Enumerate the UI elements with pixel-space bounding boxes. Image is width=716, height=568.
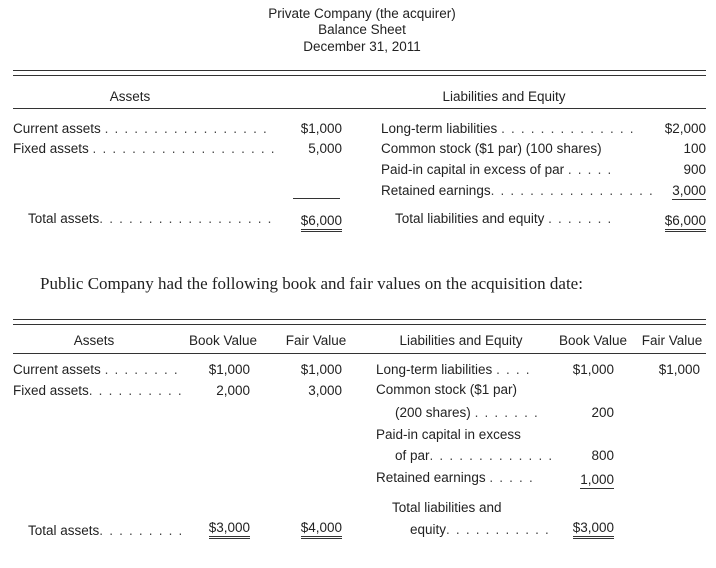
- bs2-liab-label: Total liabilities and: [392, 500, 502, 515]
- intro-sentence: Public Company had the following book and fair values on the acquisition date:: [40, 274, 583, 293]
- table2-header-rule: [13, 353, 706, 354]
- bs2-liab-book: 800: [591, 448, 614, 463]
- bs2-liab-book: 200: [591, 405, 614, 420]
- bs2-fair-header: Fair Value: [285, 333, 347, 348]
- bs1-asset-value: 5,000: [308, 141, 342, 156]
- bs2-asset-book: $1,000: [208, 362, 250, 377]
- bs2-total-assets-fair: $4,000: [272, 520, 342, 535]
- bs2-liab-header: Liabilities and Equity: [399, 333, 523, 348]
- bs2-liab-label: of par. . . . . . . . . . . . .: [395, 448, 554, 463]
- bs1-liab-value: $2,000: [664, 121, 706, 136]
- bs2-fair2-header: Fair Value: [641, 333, 703, 348]
- bs1-total-assets-label: Total assets. . . . . . . . . . . . . . . . . .: [28, 211, 273, 226]
- bs2-liab-book: 1,000: [580, 472, 614, 487]
- bs2-asset-fair: $1,000: [300, 362, 342, 377]
- bs1-liab-value: 100: [683, 141, 706, 156]
- statement-title: Balance Sheet: [318, 22, 406, 37]
- statement-date: December 31, 2011: [303, 39, 421, 54]
- table1-top-rule-2: [13, 75, 706, 76]
- bs1-asset-label: Current assets . . . . . . . . . . . . . . . . .: [13, 121, 268, 136]
- bs2-asset-label: Current assets . . . . . . . .: [13, 362, 179, 377]
- bs2-asset-fair: 3,000: [308, 383, 342, 398]
- bs1-assets-header: Assets: [109, 89, 151, 104]
- bs2-liab-label: Paid-in capital in excess: [376, 427, 521, 442]
- bs1-liab-label: Common stock ($1 par) (100 shares): [381, 141, 602, 156]
- bs1-liab-label: Retained earnings. . . . . . . . . . . . . . . . .: [381, 183, 654, 198]
- bs2-liab-fair: $1,000: [658, 362, 700, 377]
- bs2-total-assets-label: Total assets. . . . . . . . .: [28, 523, 184, 538]
- bs1-asset-value: $1,000: [300, 121, 342, 136]
- table2-top-rule-2: [13, 324, 706, 325]
- company-title: Private Company (the acquirer): [268, 6, 456, 21]
- bs1-asset-label: Fixed assets . . . . . . . . . . . . . . . . . . .: [13, 141, 276, 156]
- bs1-liab-value: 3,000: [672, 183, 706, 198]
- bs2-total-assets-book: $3,000: [180, 520, 250, 535]
- bs2-asset-label: Fixed assets. . . . . . . . . .: [13, 383, 183, 398]
- bs1-liab-value: 900: [683, 162, 706, 177]
- bs2-liab-label: Long-term liabilities . . . .: [376, 362, 531, 377]
- bs2-assets-header: Assets: [73, 333, 115, 348]
- bs2-liab-book: $1,000: [572, 362, 614, 377]
- bs2-liab-label: (200 shares) . . . . . . .: [395, 405, 539, 420]
- bs1-liab-label: Paid-in capital in excess of par . . . . .: [381, 162, 613, 177]
- bs2-asset-book: 2,000: [216, 383, 250, 398]
- table1-header-rule: [13, 108, 706, 109]
- bs2-liab-label: equity. . . . . . . . . . .: [410, 522, 550, 537]
- bs1-assets-subtotal-rule: [293, 198, 340, 199]
- table2-top-rule: [13, 319, 706, 320]
- bs2-liab-label: Retained earnings . . . . .: [376, 470, 534, 485]
- bs1-total-liab-label: Total liabilities and equity . . . . . . .: [395, 211, 613, 226]
- bs2-total-liab-book: $3,000: [542, 520, 614, 535]
- bs1-total-liab-value: $6,000: [632, 213, 706, 228]
- table1-top-rule: [13, 70, 706, 71]
- bs2-book-header: Book Value: [188, 333, 258, 348]
- bs1-liab-header: Liabilities and Equity: [442, 89, 566, 104]
- bs2-liab-label: Common stock ($1 par): [376, 382, 518, 397]
- bs1-total-assets-value: $6,000: [268, 213, 342, 228]
- bs2-book2-header: Book Value: [558, 333, 628, 348]
- bs1-liab-label: Long-term liabilities . . . . . . . . . . . . . .: [381, 121, 635, 136]
